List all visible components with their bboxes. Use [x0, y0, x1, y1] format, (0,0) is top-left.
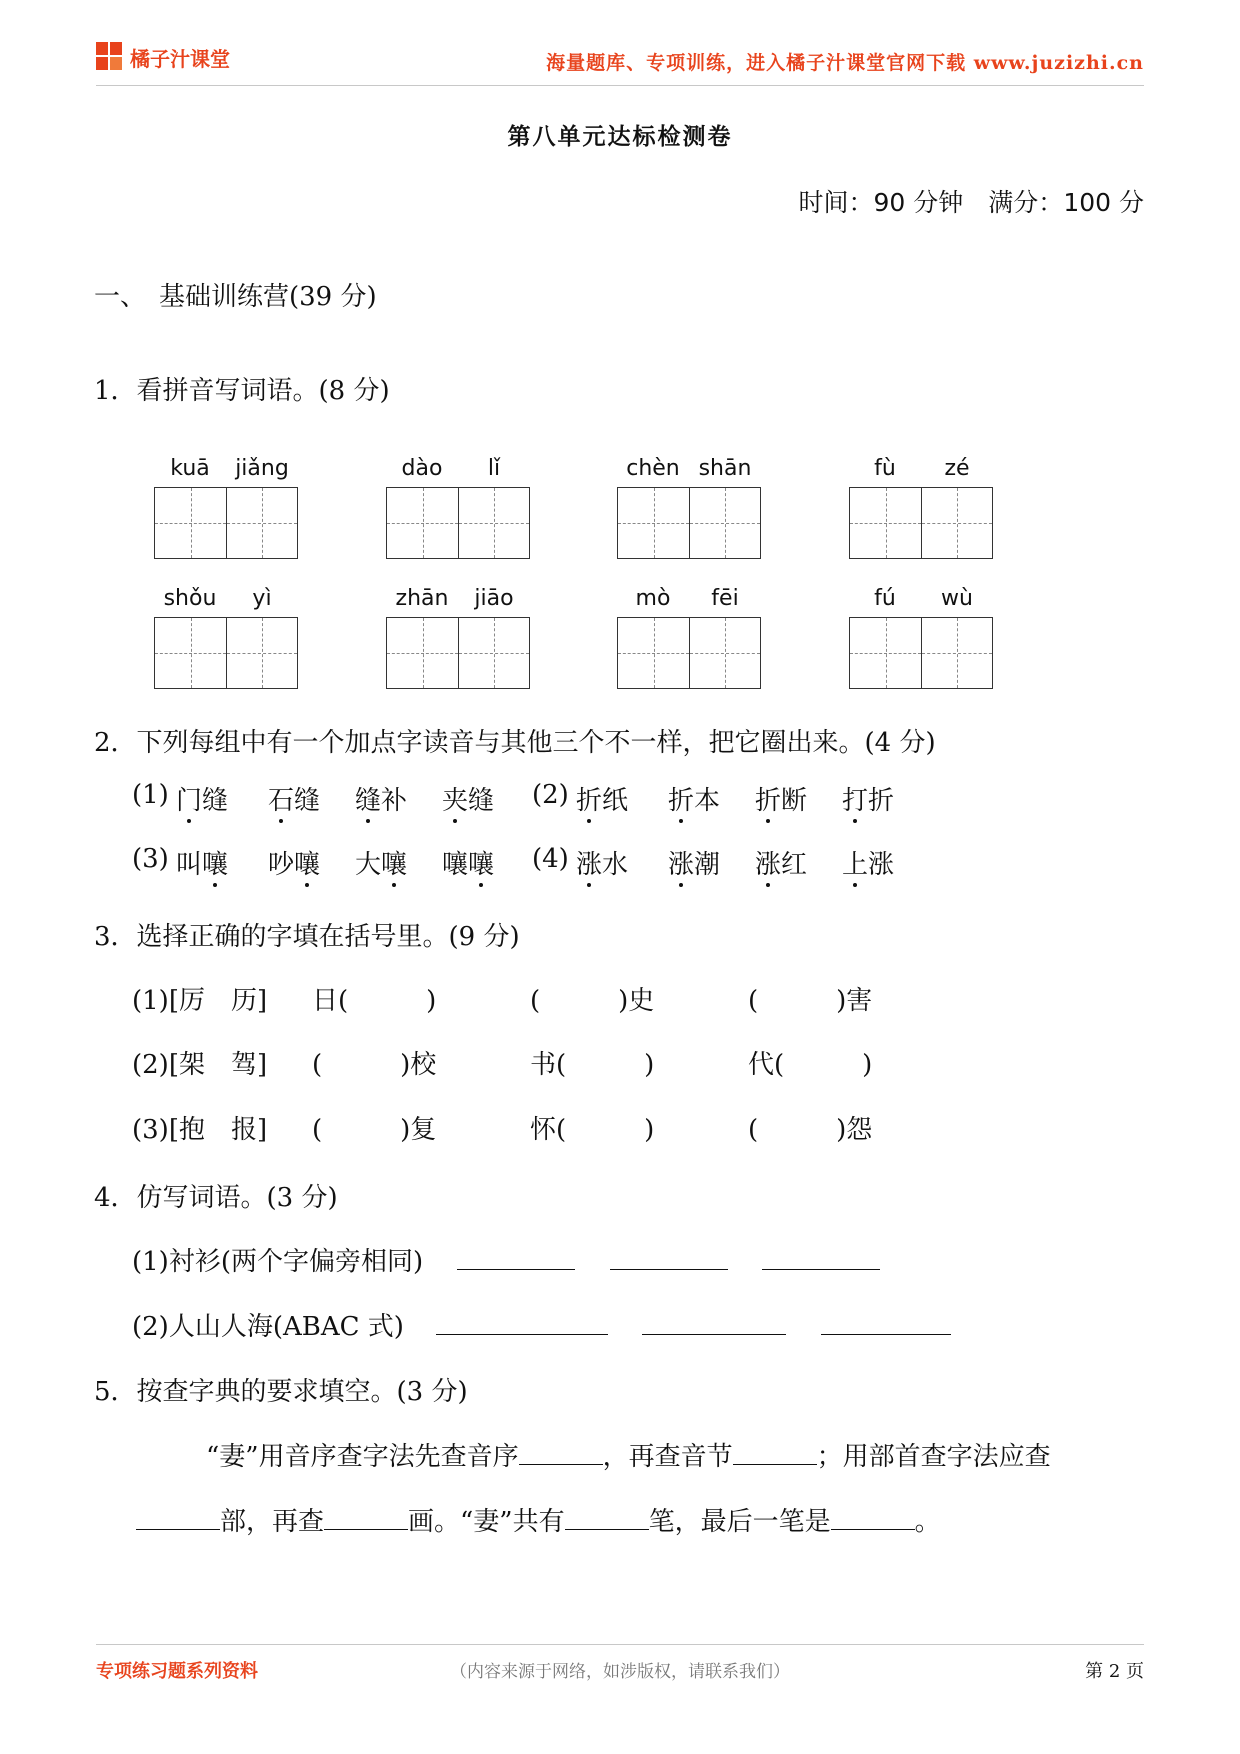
dotted-char: 涨 — [755, 844, 781, 881]
page-value: 2 — [1108, 1661, 1121, 1682]
pinyin-label: zé — [944, 456, 970, 481]
answer-blank[interactable] — [324, 1507, 408, 1530]
footer-series: 专项练习题系列资料 — [96, 1661, 258, 1682]
score-value: 100 — [1063, 188, 1112, 217]
q2-word-option[interactable] — [842, 844, 894, 881]
answer-blank[interactable] — [733, 1442, 817, 1465]
q2-word-option[interactable] — [355, 780, 407, 817]
q3-fill-blank[interactable]: 怀( ) — [530, 1115, 655, 1145]
pinyin-label: fú — [874, 586, 896, 611]
answer-blank[interactable] — [642, 1312, 786, 1335]
q5-text: 。 — [914, 1507, 941, 1537]
tianzige-cell[interactable] — [155, 618, 226, 688]
dotted-char: 上 — [842, 844, 868, 881]
dotted-char: 门 — [176, 780, 202, 817]
q5-text: 画。“妻”共有 — [408, 1507, 565, 1537]
tianzige-cell[interactable] — [618, 488, 689, 558]
q2-word-option[interactable] — [576, 844, 628, 881]
page-title: 第八单元达标检测卷 — [507, 123, 733, 150]
plain-char: 大 — [355, 850, 382, 880]
answer-blank[interactable] — [436, 1312, 608, 1335]
answer-blank[interactable] — [519, 1442, 603, 1465]
plain-char: 缝 — [202, 786, 229, 816]
dotted-char: 夹 — [442, 780, 468, 817]
tianzige-cell[interactable] — [618, 618, 689, 688]
tianzige-box[interactable] — [617, 617, 761, 689]
tianzige-box[interactable] — [154, 617, 298, 689]
tianzige-cell[interactable] — [850, 488, 921, 558]
q2-word-option[interactable] — [355, 844, 407, 881]
q2-group-number: (2) — [532, 780, 569, 810]
q4-item2 — [132, 1306, 951, 1343]
tianzige-cell[interactable] — [226, 618, 297, 688]
pinyin-label: mò — [635, 586, 671, 611]
answer-blank[interactable] — [831, 1507, 915, 1530]
q3-fill-blank[interactable]: 日( ) — [312, 986, 437, 1016]
pinyin-label: jiǎng — [235, 456, 289, 481]
tianzige-cell[interactable] — [921, 488, 992, 558]
dotted-char: 涨 — [668, 844, 694, 881]
plain-char: 吵 — [268, 850, 295, 880]
q2-word-option[interactable] — [442, 780, 494, 817]
tianzige-cell[interactable] — [387, 618, 458, 688]
q2-group-number: (3) — [132, 844, 169, 874]
pinyin-label: dào — [401, 456, 443, 481]
page-number — [1085, 1657, 1144, 1683]
q1-heading: 1．看拼音写词语。(8 分) — [94, 376, 390, 406]
q3-fill-blank[interactable]: ( )害 — [748, 986, 873, 1016]
q2-word-option[interactable] — [268, 780, 320, 817]
q3-choice-label: (3)[抱 报] — [132, 1115, 268, 1145]
tianzige-cell[interactable] — [226, 488, 297, 558]
q3-fill-blank[interactable]: ( )史 — [530, 986, 655, 1016]
pinyin-label: yì — [252, 586, 272, 611]
q4-item1 — [132, 1241, 880, 1278]
q3-choice-label: (1)[厉 历] — [132, 986, 268, 1016]
pinyin-label: shǒu — [163, 586, 217, 611]
tianzige-cell[interactable] — [155, 488, 226, 558]
q2-word-option[interactable] — [668, 844, 720, 881]
brand-name: 橘子汁课堂 — [130, 46, 230, 71]
q3-fill-blank[interactable]: 代( ) — [748, 1050, 873, 1080]
answer-blank[interactable] — [136, 1507, 220, 1530]
q2-word-option[interactable] — [842, 780, 894, 817]
q2-group-number: (4) — [532, 844, 569, 874]
brand-logo — [96, 42, 230, 72]
q5-text: ，再查音节 — [602, 1442, 733, 1472]
plain-char: 补 — [381, 786, 408, 816]
tianzige-cell[interactable] — [689, 488, 760, 558]
q2-word-option[interactable] — [668, 780, 720, 817]
tianzige-box[interactable] — [849, 487, 993, 559]
pinyin-label: jiāo — [474, 586, 514, 611]
answer-blank[interactable] — [457, 1247, 575, 1270]
q4-item1-label: (1)衬衫(两个字偏旁相同) — [132, 1247, 424, 1277]
time-value: 90 — [873, 188, 906, 217]
q5-text: 笔，最后一笔是 — [648, 1507, 831, 1537]
footer-divider — [96, 1644, 1144, 1645]
dotted-char: 嚷 — [294, 844, 320, 881]
dotted-char: 嚷 — [468, 844, 494, 881]
score-label: 满分： — [988, 188, 1064, 217]
q2-word-option[interactable] — [442, 844, 494, 881]
answer-blank[interactable] — [565, 1507, 649, 1530]
tianzige-box[interactable] — [154, 487, 298, 559]
pinyin-label: zhān — [395, 586, 449, 611]
logo-icon — [96, 42, 124, 72]
plain-char: 缝 — [468, 786, 495, 816]
q4-heading: 4．仿写词语。(3 分) — [94, 1183, 338, 1213]
section-heading: 一、 基础训练营(39 分) — [94, 282, 377, 312]
dotted-char: 折 — [668, 780, 694, 817]
tianzige-box[interactable] — [617, 487, 761, 559]
q2-word-option[interactable] — [268, 844, 320, 881]
footer-notice: （内容来源于网络，如涉版权，请联系我们） — [450, 1662, 790, 1682]
page-prefix: 第 — [1085, 1661, 1104, 1682]
q5-heading: 5．按查字典的要求填空。(3 分) — [94, 1377, 468, 1407]
plain-char: 潮 — [694, 850, 721, 880]
q3-fill-blank[interactable]: 书( ) — [530, 1050, 655, 1080]
score-unit: 分 — [1118, 188, 1144, 217]
plain-char: 纸 — [602, 786, 629, 816]
tianzige-cell[interactable] — [921, 618, 992, 688]
pinyin-label: shān — [698, 456, 752, 481]
tianzige-box[interactable] — [849, 617, 993, 689]
q2-word-option[interactable] — [755, 780, 807, 817]
q3-fill-blank[interactable]: ( )复 — [312, 1115, 437, 1145]
plain-char: 叫 — [176, 850, 203, 880]
plain-char: 红 — [781, 850, 808, 880]
answer-blank[interactable] — [610, 1247, 728, 1270]
q2-word-option[interactable] — [576, 780, 628, 817]
q5-line1 — [206, 1436, 1051, 1473]
answer-blank[interactable] — [762, 1247, 880, 1270]
dotted-char: 嚷 — [381, 844, 407, 881]
tianzige-cell[interactable] — [458, 618, 529, 688]
plain-char: 断 — [781, 786, 808, 816]
q5-text: ；用部首查字法应查 — [816, 1442, 1051, 1472]
dotted-char: 石 — [268, 780, 294, 817]
pinyin-label: chèn — [626, 456, 680, 481]
tianzige-box[interactable] — [386, 487, 530, 559]
plain-char: 嚷 — [442, 850, 469, 880]
tianzige-cell[interactable] — [689, 618, 760, 688]
plain-char: 涨 — [868, 850, 895, 880]
q5-text: “妻”用音序查字法先查音序 — [206, 1442, 519, 1472]
header-slogan: 海量题库、专项训练，进入橘子汁课堂官网下载 www.juzizhi.cn — [546, 52, 1144, 74]
exam-meta — [798, 183, 1144, 219]
q2-heading: 2．下列每组中有一个加点字读音与其他三个不一样，把它圈出来。(4 分) — [94, 728, 936, 758]
q2-word-option[interactable] — [176, 844, 228, 881]
q2-group-number: (1) — [132, 780, 169, 810]
time-unit: 分钟 — [913, 188, 964, 217]
tianzige-cell[interactable] — [387, 488, 458, 558]
q5-line2 — [136, 1501, 941, 1538]
q3-heading: 3．选择正确的字填在括号里。(9 分) — [94, 922, 520, 952]
dotted-char: 折 — [755, 780, 781, 817]
q2-word-option[interactable] — [755, 844, 807, 881]
q3-fill-blank[interactable]: ( )校 — [312, 1050, 437, 1080]
q2-word-option[interactable] — [176, 780, 228, 817]
page-suffix: 页 — [1126, 1661, 1144, 1682]
plain-char: 水 — [602, 850, 629, 880]
header-divider — [96, 85, 1144, 86]
q4-item2-label: (2)人山人海(ABAC 式) — [132, 1312, 404, 1342]
answer-blank[interactable] — [821, 1312, 951, 1335]
pinyin-label: kuā — [170, 456, 210, 481]
tianzige-cell[interactable] — [458, 488, 529, 558]
dotted-char: 打 — [842, 780, 868, 817]
pinyin-label: lǐ — [487, 456, 501, 481]
dotted-char: 嚷 — [202, 844, 228, 881]
plain-char: 本 — [694, 786, 721, 816]
pinyin-label: wù — [941, 586, 973, 611]
q3-fill-blank[interactable]: ( )怨 — [748, 1115, 873, 1145]
tianzige-cell[interactable] — [850, 618, 921, 688]
plain-char: 缝 — [294, 786, 321, 816]
dotted-char: 折 — [576, 780, 602, 817]
pinyin-label: fù — [874, 456, 896, 481]
pinyin-label: fēi — [711, 586, 739, 611]
time-label: 时间： — [798, 188, 874, 217]
q5-text: 部，再查 — [220, 1507, 325, 1537]
plain-char: 折 — [868, 786, 895, 816]
dotted-char: 涨 — [576, 844, 602, 881]
q3-choice-label: (2)[架 驾] — [132, 1050, 268, 1080]
tianzige-box[interactable] — [386, 617, 530, 689]
dotted-char: 缝 — [355, 780, 381, 817]
